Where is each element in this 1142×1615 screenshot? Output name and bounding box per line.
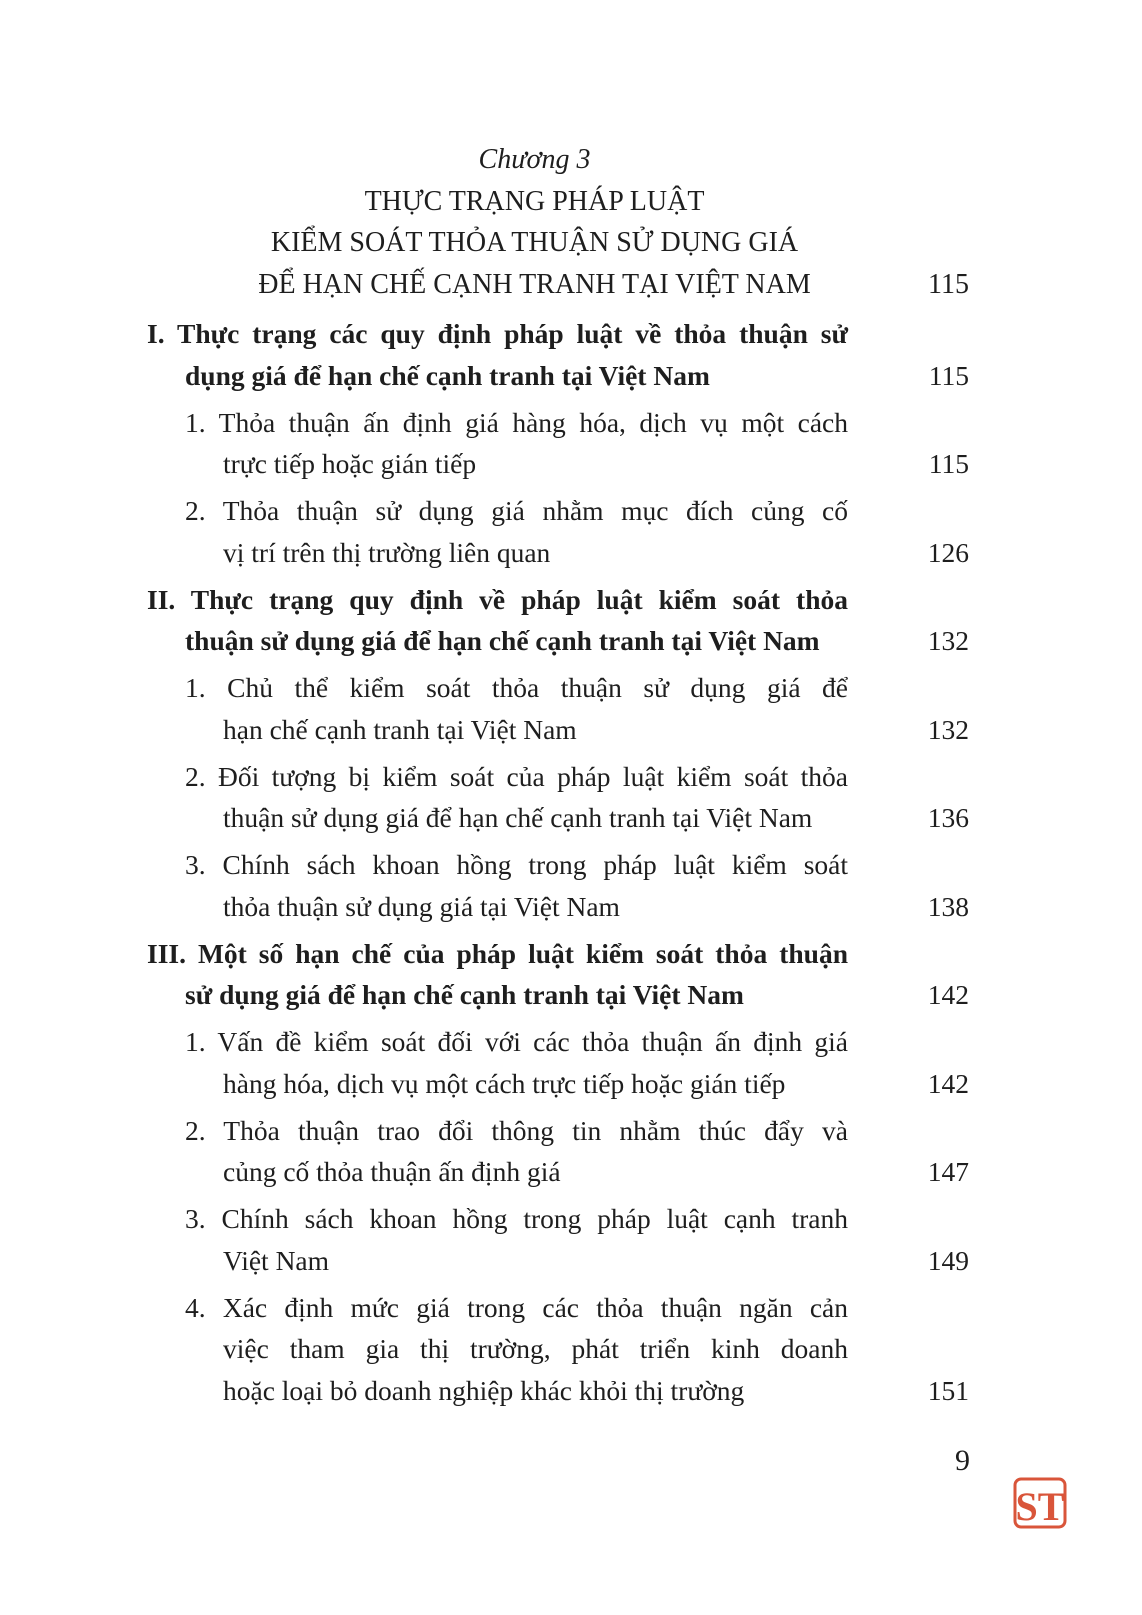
entry-title-line: dụng giá để hạn chế cạnh tranh tại Việt Nam [185,359,710,391]
entry-title-line: trực tiếp hoặc gián tiếp [223,448,477,479]
entry-title [147,844,848,927]
entry-title [147,933,848,1016]
page-number: 9 [955,1444,970,1477]
entry-title-line: thuận sử dụng giá để hạn chế cạnh tranh tại Việt Nam [185,625,820,656]
toc-entries [147,313,969,1411]
entry-title-line: 4. Xác định mức giá trong các thỏa thuận ngăn cản [185,1291,848,1323]
toc-subsection-entry [147,1021,969,1104]
entry-title-line: 1. Thỏa thuận ấn định giá hàng hóa, dịch vụ một cách [185,406,848,438]
entry-title [147,1287,848,1412]
entry-title-line: II. Thực trạng quy định về pháp luật kiểm soát thỏa [147,583,848,615]
entry-title [147,667,848,750]
entry-title-line: 2. Thỏa thuận sử dụng giá nhằm mục đích củng cố [185,495,848,526]
entry-page-number: 126 [927,536,969,568]
entry-page-number: 138 [927,890,969,922]
entry-page-number: 136 [927,802,969,833]
entry-title [147,1021,848,1104]
toc-section-entry [147,933,969,1016]
entry-title-line: 3. Chính sách khoan hồng trong pháp luật cạnh tranh [185,1203,848,1234]
entry-title-line: 1. Vấn đề kiểm soát đối với các thỏa thuận ấn định giá [185,1026,848,1057]
entry-title-line: III. Một số hạn chế của pháp luật kiểm soát thỏa thuận [147,937,848,969]
entry-title-line: hàng hóa, dịch vụ một cách trực tiếp hoặc gián tiếp [223,1067,786,1099]
chapter-title-last-row [147,264,969,306]
entry-title-line: 1. Chủ thể kiểm soát thỏa thuận sử dụng giá để [185,672,848,703]
chapter-title-line: ĐỂ HẠN CHẾ CẠNH TRANH TẠI VIỆT NAM [258,268,811,300]
entry-title-line: 2. Thỏa thuận trao đổi thông tin nhằm thúc đẩy và [185,1114,848,1146]
entry-page-number: 149 [927,1244,969,1276]
chapter-page-number: 115 [928,268,969,300]
entry-title [147,1110,848,1193]
chapter-title-line: KIỂM SOÁT THỎA THUẬN SỬ DỤNG GIÁ [270,227,799,258]
entry-title [147,313,848,396]
entry-title-line: củng cố thỏa thuận ấn định giá [223,1156,561,1187]
entry-title [147,579,848,662]
entry-title-line: 2. Đối tượng bị kiểm soát của pháp luật kiểm soát thỏa [185,760,848,792]
toc-section-entry [147,313,969,396]
entry-title [147,490,848,573]
entry-title-line: 3. Chính sách khoan hồng trong pháp luật kiểm soát [185,849,848,880]
entry-title-line: Việt Nam [223,1244,330,1276]
entry-title-line: thuận sử dụng giá để hạn chế cạnh tranh tại Việt Nam [223,802,813,833]
entry-page-number: 142 [927,1067,969,1099]
entry-page-number: 142 [927,979,969,1010]
entry-page-number: 147 [927,1156,969,1187]
chapter-title-line: THỰC TRẠNG PHÁP LUẬT [364,185,705,217]
toc-subsection-entry [147,756,969,839]
entry-page-number: 115 [928,359,969,391]
toc-section-entry [147,579,969,662]
toc-subsection-entry [147,844,969,927]
entry-title-line: thỏa thuận sử dụng giá tại Việt Nam [223,890,620,922]
entry-page-number: 151 [927,1374,969,1406]
toc-subsection-entry [147,1110,969,1193]
toc-subsection-entry [147,1198,969,1281]
entry-title-line: việc tham gia thị trường, phát triển kinh doanh [223,1333,848,1364]
entry-title-line: hoặc loại bỏ doanh nghiệp khác khỏi thị trường [223,1374,745,1406]
entry-title-line: vị trí trên thị trường liên quan [223,536,551,568]
table-of-contents [147,139,969,1411]
toc-subsection-entry [147,667,969,750]
chapter-heading [147,139,922,264]
entry-page-number: 132 [927,713,969,745]
logo-lettering: ST [1015,1484,1065,1529]
entry-title [147,1198,848,1281]
chapter-label: Chương 3 [478,144,591,175]
toc-subsection-entry [147,402,969,485]
toc-subsection-entry [147,490,969,573]
entry-page-number: 132 [927,625,969,656]
entry-page-number: 115 [928,448,969,479]
entry-title-line: hạn chế cạnh tranh tại Việt Nam [223,713,577,745]
entry-title [147,756,848,839]
entry-title-line: sử dụng giá để hạn chế cạnh tranh tại Việt Nam [185,979,744,1010]
toc-subsection-entry [147,1287,969,1412]
entry-title [147,402,848,485]
publisher-logo [1012,1475,1068,1531]
entry-title-line: I. Thực trạng các quy định pháp luật về thỏa thuận sử [147,318,848,349]
